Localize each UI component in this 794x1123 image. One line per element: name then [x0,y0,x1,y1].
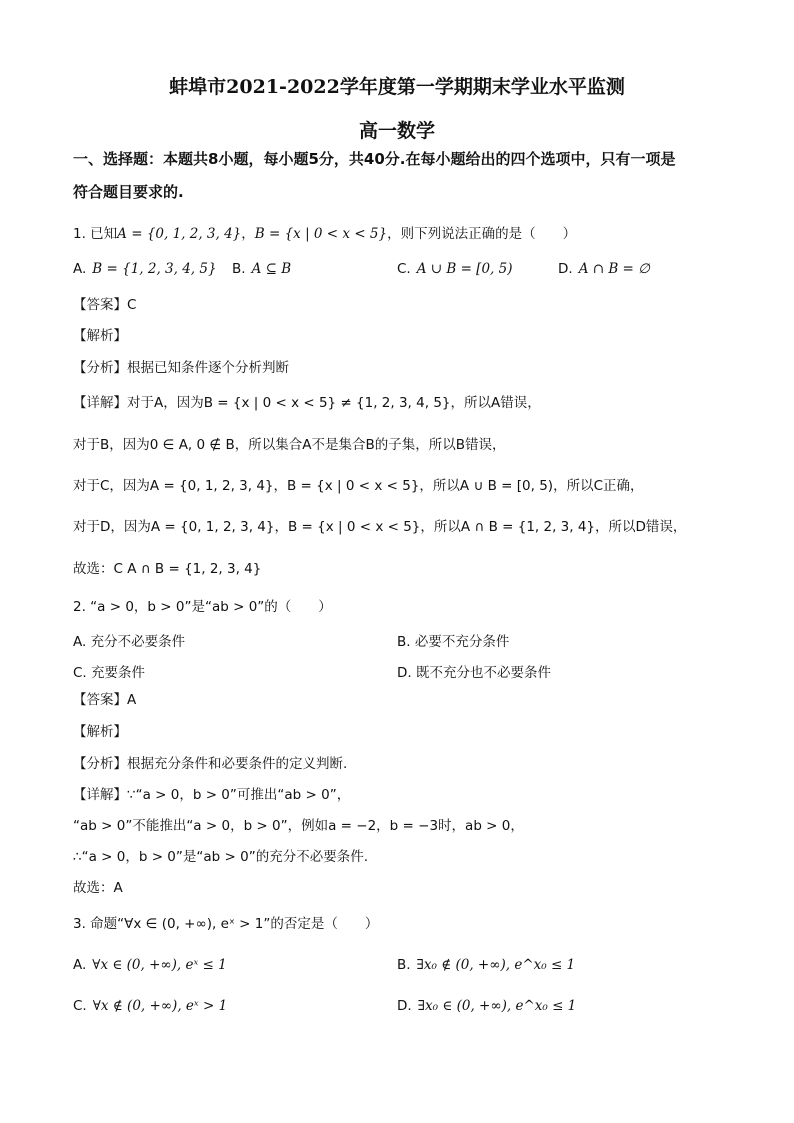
option-label: D. [397,665,412,681]
option-text: B = {1, 2, 3, 4, 5} [92,261,217,277]
q2-option-d [397,661,551,681]
option-label: D. [397,998,412,1014]
q1-choice: 故选：C A ∩ B = {1, 2, 3, 4} [73,561,262,577]
option-label: A. [73,261,87,277]
q2-option-b [397,630,509,650]
q1-option-b [232,261,291,277]
option-label: D. [558,261,573,277]
q2-option-a [73,630,185,650]
q2-choice: 故选：A [73,880,123,896]
q1-detail-1: 【详解】对于A，因为B = {x | 0 < x < 5} ≠ {1, 2, 3, 4, 5}，所以A错误， [73,395,541,411]
q2-stem: 2. “a > 0，b > 0”是“ab > 0”的（ ） [73,599,332,615]
q1-stem [73,226,576,242]
option-text: ∃x₀ ∉ (0, +∞), e^x₀ ≤ 1 [416,957,576,973]
section-heading-line2: 符合题目要求的. [73,183,184,201]
q1-sep: ， [241,226,255,242]
option-label: A. [73,957,87,973]
q2-answer: 【答案】A [73,692,137,708]
q1-option-d [558,261,650,277]
option-label: A. [73,634,87,650]
q1-detail-4: 对于D，因为A = {0, 1, 2, 3, 4}，B = {x | 0 < x < 5}，所以A ∩ B = {1, 2, 3, 4}，所以D错误， [73,519,687,535]
q3-option-c [73,998,227,1014]
option-text: 充要条件 [91,665,146,681]
option-label: B. [232,261,246,277]
q2-detail-1: 【详解】∵“a > 0，b > 0”可推出“ab > 0”， [73,787,351,803]
option-text: ∀x ∈ (0, +∞), eˣ ≤ 1 [92,957,227,973]
q1-answer: 【答案】C [73,297,137,313]
q1-detail-2: 对于B，因为0 ∈ A, 0 ∉ B，所以集合A不是集合B的子集，所以B错误， [73,437,506,453]
option-text: A ⊆ B [251,261,292,277]
q3-option-b [397,957,575,973]
q1-set-a: A = {0, 1, 2, 3, 4} [117,226,242,242]
q2-option-c [73,661,145,681]
q2-jiexi-heading: 【解析】 [73,724,127,740]
option-label: B. [397,957,411,973]
exam-title: 蚌埠市2021-2022学年度第一学期期末学业水平监测 [169,76,625,98]
q2-detail-3: ∴“a > 0，b > 0”是“ab > 0”的充分不必要条件. [73,849,368,865]
option-text: 既不充分也不必要条件 [415,665,551,681]
q1-option-a [73,261,217,277]
option-text: A ∪ B = [0, 5) [416,261,513,277]
q3-option-d [397,998,576,1014]
option-label: C. [73,998,87,1014]
q1-analysis: 【分析】根据已知条件逐个分析判断 [73,360,289,376]
option-label: C. [73,665,87,681]
q3-stem: 3. 命题“∀x ∈ (0, +∞), eˣ > 1”的否定是（ ） [73,916,379,932]
q1-stem-suffix: ，则下列说法正确的是（ ） [387,226,577,242]
q3-option-a [73,957,227,973]
q1-option-c [397,261,512,277]
option-label: B. [397,634,411,650]
q1-detail-3: 对于C，因为A = {0, 1, 2, 3, 4}，B = {x | 0 < x < 5}，所以A ∪ B = [0, 5)，所以C正确， [73,478,644,494]
q1-jiexi-heading: 【解析】 [73,328,127,344]
option-text: 必要不充分条件 [414,634,510,650]
option-text: ∀x ∉ (0, +∞), eˣ > 1 [92,998,228,1014]
q2-detail-2: “ab > 0”不能推出“a > 0，b > 0”，例如a = −2，b = −3时，ab > 0， [73,818,524,834]
q2-analysis: 【分析】根据充分条件和必要条件的定义判断. [73,756,348,772]
q1-set-b: B = {x | 0 < x < 5} [254,226,388,242]
option-text: 充分不必要条件 [90,634,186,650]
option-text: A ∩ B = ∅ [578,261,650,277]
exam-subtitle: 高一数学 [358,120,435,142]
option-label: C. [397,261,411,277]
section-heading-line1: 一、选择题：本题共8小题，每小题5分，共40分.在每小题给出的四个选项中，只有一项是 [73,150,676,168]
option-text: ∃x₀ ∈ (0, +∞), e^x₀ ≤ 1 [417,998,577,1014]
q1-stem-prefix: 1. 已知 [73,226,118,242]
